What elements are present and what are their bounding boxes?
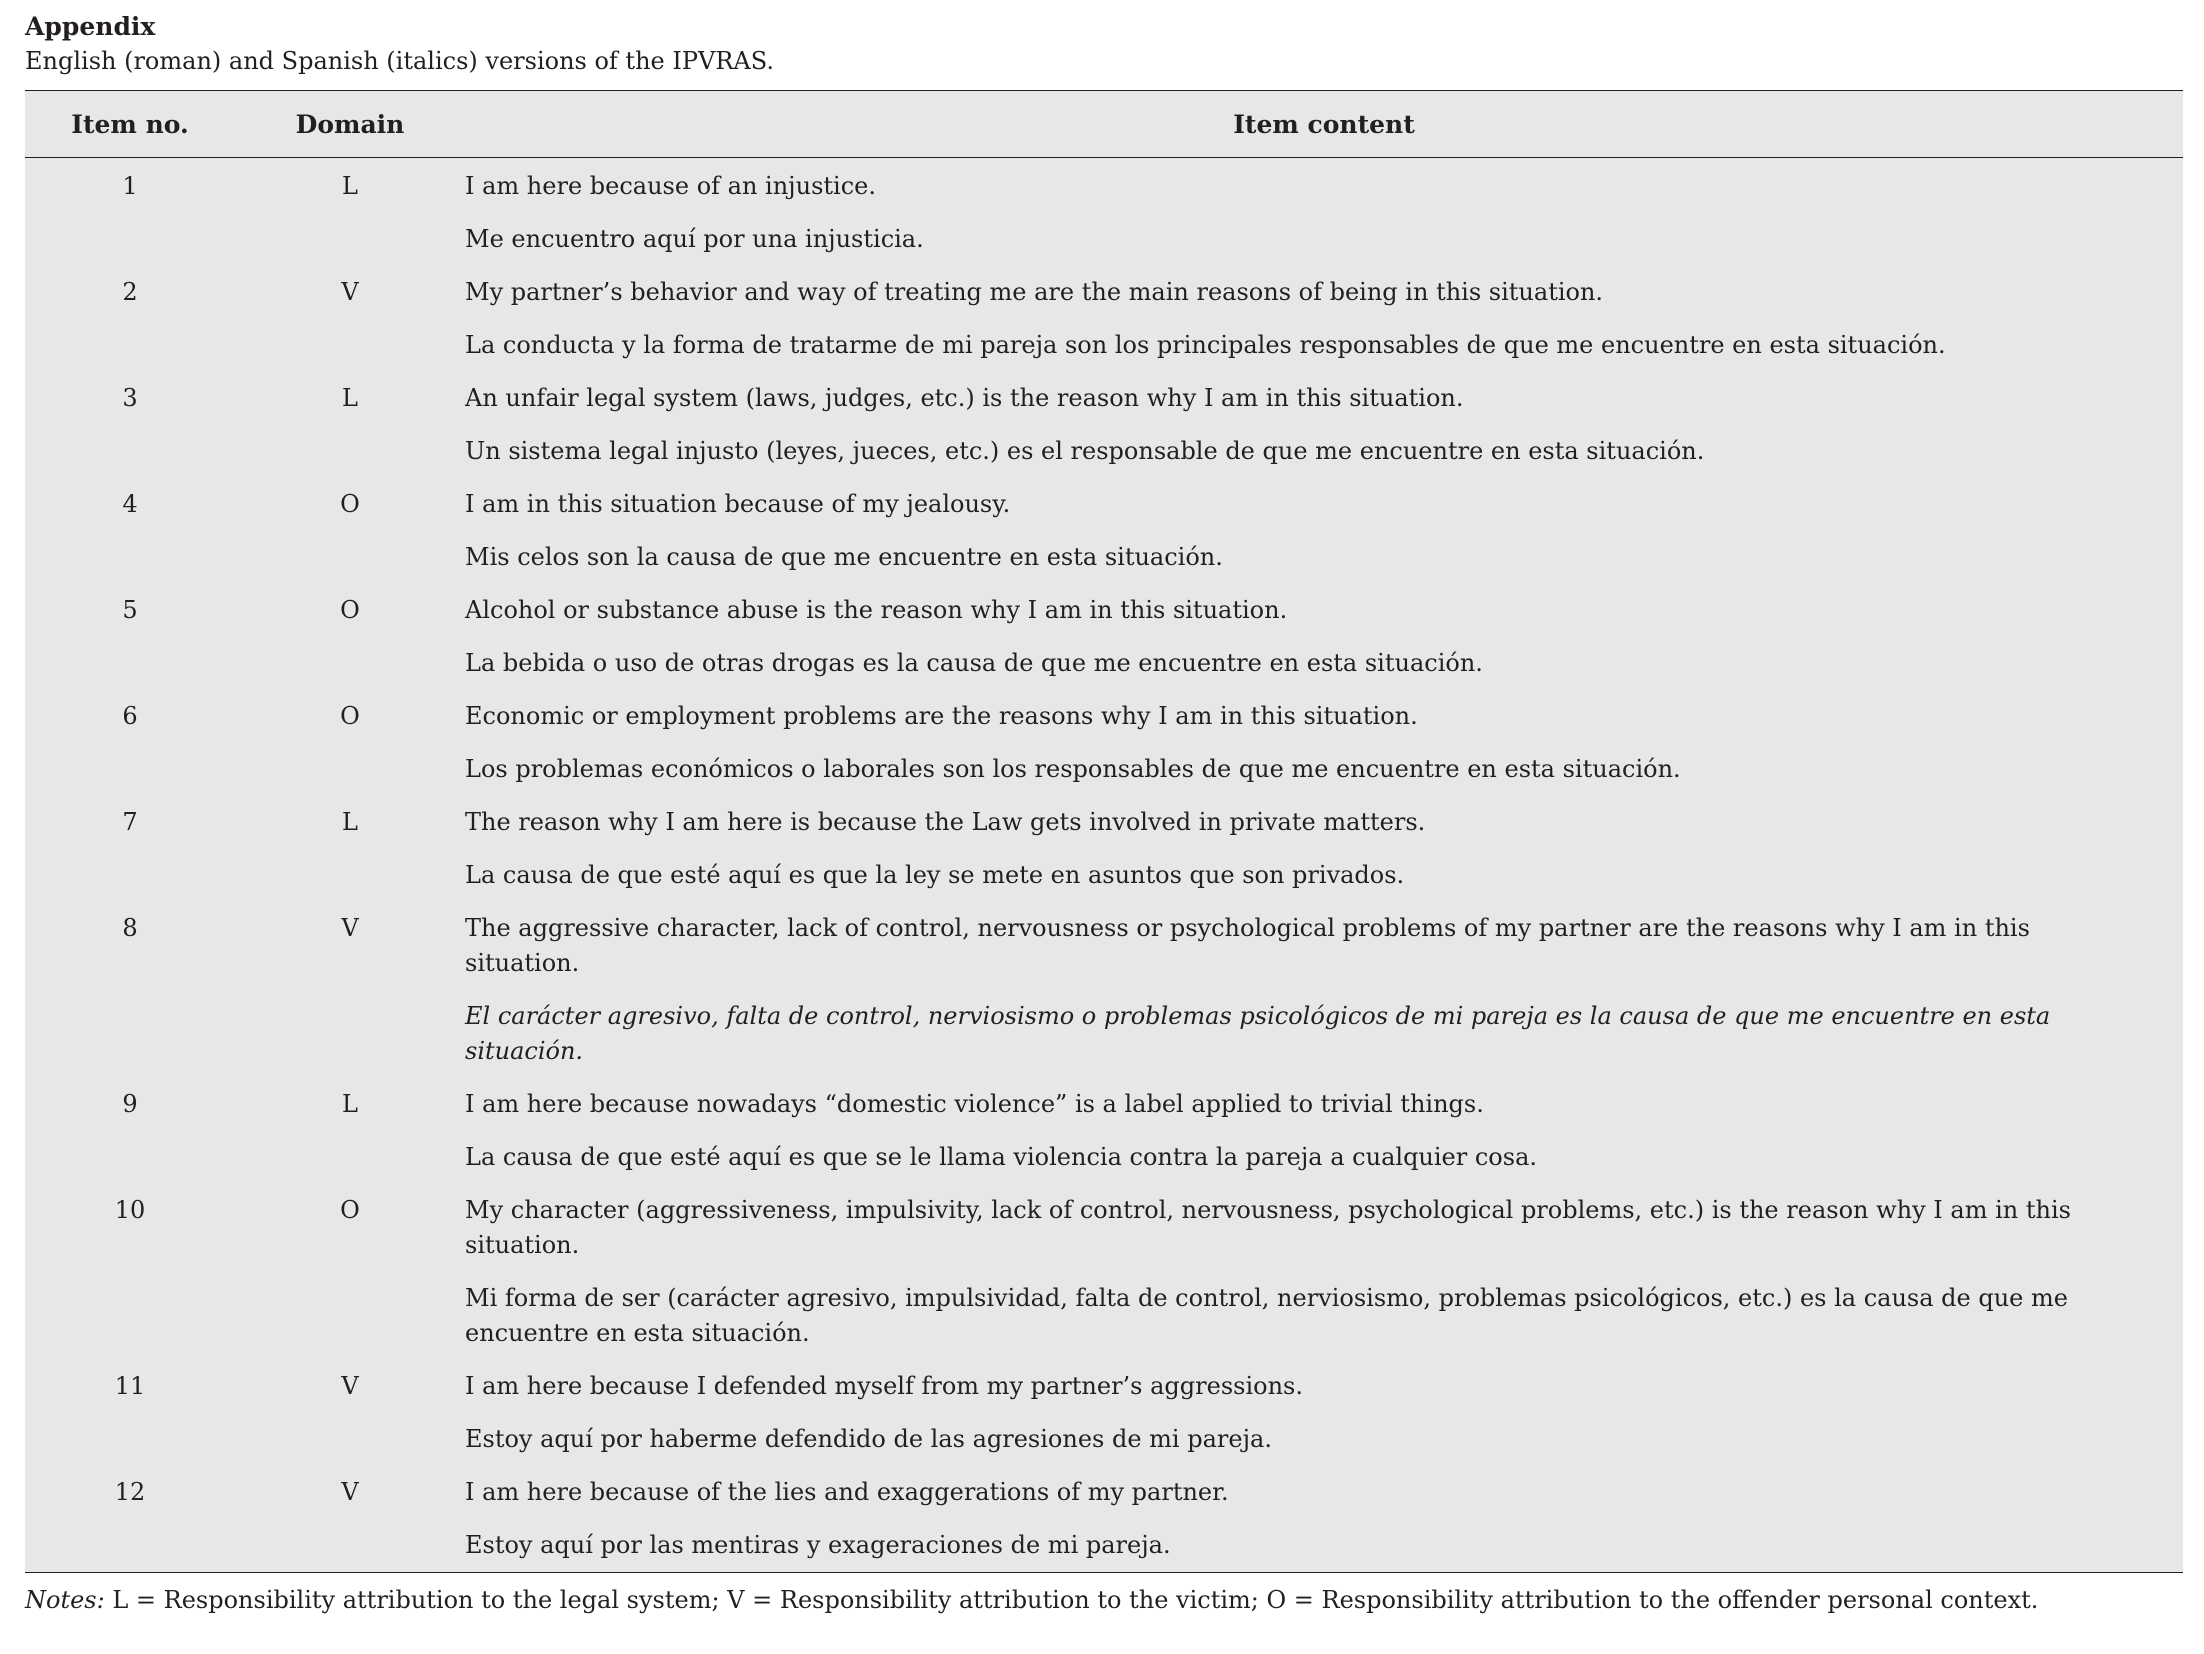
item-content-english: I am in this situation because of my jealousy.: [465, 490, 1011, 518]
item-number: 12: [114, 1478, 146, 1506]
item-content-spanish: Me encuentro aquí por una injusticia.: [465, 225, 924, 253]
empty-cell: [235, 1272, 465, 1360]
item-number: 3: [122, 384, 138, 412]
item-content-english: The reason why I am here is because the Law gets involved in private matters.: [465, 808, 1426, 836]
item-content-english: Economic or employment problems are the reasons why I am in this situation.: [465, 702, 1418, 730]
empty-cell: [25, 1519, 235, 1572]
empty-cell: [25, 531, 235, 584]
item-content-spanish: Estoy aquí por haberme defendido de las agresiones de mi pareja.: [465, 1425, 1272, 1453]
empty-cell: [25, 743, 235, 796]
table-row-item-7-english: [25, 796, 2183, 849]
item-number: 9: [122, 1090, 138, 1118]
empty-cell: [235, 531, 465, 584]
empty-cell: [25, 849, 235, 902]
table-header: [25, 91, 2183, 158]
item-number: 8: [122, 914, 138, 942]
table-row-item-11-english: [25, 1360, 2183, 1413]
table-row-item-9-english: [25, 1078, 2183, 1131]
item-number: 6: [122, 702, 138, 730]
item-content-spanish: Mis celos son la causa de que me encuentre en esta situación.: [465, 543, 1223, 571]
item-content-english: My character (aggressiveness, impulsivity, lack of control, nervousness, psychological problems, etc.) is the reason why I am in this situation.: [465, 1196, 2071, 1259]
empty-cell: [235, 425, 465, 478]
item-domain: L: [342, 384, 358, 412]
item-domain: V: [341, 1478, 359, 1506]
table-row-item-6-english: [25, 690, 2183, 743]
item-number: 7: [122, 808, 138, 836]
item-content-english: My partner’s behavior and way of treating me are the main reasons of being in this situation.: [465, 278, 1604, 306]
appendix-heading: Appendix: [25, 12, 156, 41]
empty-cell: [235, 319, 465, 372]
item-content-spanish: La conducta y la forma de tratarme de mi pareja son los principales responsables de que me encuentre en esta situación.: [465, 331, 1946, 359]
table-row-item-12-english: [25, 1466, 2183, 1519]
ipvras-table: [25, 91, 2183, 1572]
item-content-english: I am here because of an injustice.: [465, 172, 876, 200]
table-caption: English (roman) and Spanish (italics) versions of the IPVRAS.: [25, 47, 774, 75]
column-header-domain: Domain: [235, 91, 465, 158]
item-domain: O: [340, 702, 360, 730]
item-content-spanish: Estoy aquí por las mentiras y exageraciones de mi pareja.: [465, 1531, 1171, 1559]
item-content-spanish: La causa de que esté aquí es que se le llama violencia contra la pareja a cualquier cosa.: [465, 1143, 1538, 1171]
empty-cell: [25, 990, 235, 1078]
item-content-english: I am here because nowadays “domestic violence” is a label applied to trivial things.: [465, 1090, 1484, 1118]
column-header-item-no: Item no.: [25, 91, 235, 158]
table-row-item-10-english: [25, 1184, 2183, 1272]
empty-cell: [25, 319, 235, 372]
table-row-item-6-spanish: [25, 743, 2183, 796]
empty-cell: [25, 1272, 235, 1360]
table-row-item-2-english: [25, 266, 2183, 319]
table-row-item-1-english: [25, 158, 2183, 214]
empty-cell: [25, 637, 235, 690]
item-number: 4: [122, 490, 138, 518]
item-domain: V: [341, 1372, 359, 1400]
item-domain: V: [341, 914, 359, 942]
item-domain: O: [340, 1196, 360, 1224]
item-number: 5: [122, 596, 138, 624]
item-content-english: The aggressive character, lack of control, nervousness or psychological problems of my partner are the reasons why I am in this situation.: [465, 914, 2030, 977]
table-row-item-9-spanish: [25, 1131, 2183, 1184]
appendix-page: [25, 12, 2183, 1617]
notes-label: Notes:: [25, 1586, 105, 1614]
column-header-item-content: Item content: [465, 91, 2183, 158]
empty-cell: [25, 1131, 235, 1184]
empty-cell: [235, 1413, 465, 1466]
item-content-spanish: La bebida o uso de otras drogas es la causa de que me encuentre en esta situación.: [465, 649, 1483, 677]
table-row-item-8-spanish: [25, 990, 2183, 1078]
item-content-english: An unfair legal system (laws, judges, etc.) is the reason why I am in this situation.: [465, 384, 1464, 412]
empty-cell: [25, 213, 235, 266]
table-row-item-7-spanish: [25, 849, 2183, 902]
empty-cell: [25, 1413, 235, 1466]
table-row-item-3-english: [25, 372, 2183, 425]
empty-cell: [235, 849, 465, 902]
table-row-item-8-english: [25, 902, 2183, 990]
table-row-item-3-spanish: [25, 425, 2183, 478]
table-row-item-4-spanish: [25, 531, 2183, 584]
item-number: 2: [122, 278, 138, 306]
table-row-item-10-spanish: [25, 1272, 2183, 1360]
item-domain: V: [341, 278, 359, 306]
item-domain: O: [340, 490, 360, 518]
table-row-item-12-spanish: [25, 1519, 2183, 1572]
item-content-english: Alcohol or substance abuse is the reason why I am in this situation.: [465, 596, 1288, 624]
item-number: 1: [122, 172, 138, 200]
table-row-item-4-english: [25, 478, 2183, 531]
item-content-spanish: La causa de que esté aquí es que la ley se mete en asuntos que son privados.: [465, 861, 1405, 889]
empty-cell: [235, 1519, 465, 1572]
item-content-spanish: Los problemas económicos o laborales son los responsables de que me encuentre en esta situación.: [465, 755, 1681, 783]
ipvras-table-container: [25, 90, 2183, 1573]
table-body: [25, 158, 2183, 1573]
item-domain: L: [342, 808, 358, 836]
empty-cell: [235, 637, 465, 690]
item-number: 11: [114, 1372, 146, 1400]
item-number: 10: [114, 1196, 146, 1224]
empty-cell: [25, 425, 235, 478]
notes-text: L = Responsibility attribution to the legal system; V = Responsibility attribution to the victim; O = Responsibility attribution to the offender personal context.: [112, 1586, 2039, 1614]
item-domain: L: [342, 172, 358, 200]
table-row-item-5-spanish: [25, 637, 2183, 690]
item-domain: L: [342, 1090, 358, 1118]
table-notes: [25, 1583, 2183, 1617]
item-content-spanish: Un sistema legal injusto (leyes, jueces, etc.) es el responsable de que me encuentre en esta situación.: [465, 437, 1705, 465]
item-domain: O: [340, 596, 360, 624]
item-content-english: I am here because of the lies and exaggerations of my partner.: [465, 1478, 1229, 1506]
empty-cell: [235, 743, 465, 796]
table-row-item-11-spanish: [25, 1413, 2183, 1466]
table-row-item-2-spanish: [25, 319, 2183, 372]
empty-cell: [235, 213, 465, 266]
table-row-item-5-english: [25, 584, 2183, 637]
empty-cell: [235, 990, 465, 1078]
item-content-spanish: Mi forma de ser (carácter agresivo, impulsividad, falta de control, nerviosismo, problemas psicológicos, etc.) es la causa de que me encuentre en esta situación.: [465, 1284, 2068, 1347]
item-content-spanish: El carácter agresivo, falta de control, nerviosismo o problemas psicológicos de mi pareja es la causa de que me encuentre en esta situación.: [465, 1002, 2051, 1065]
item-content-english: I am here because I defended myself from my partner’s aggressions.: [465, 1372, 1303, 1400]
table-row-item-1-spanish: [25, 213, 2183, 266]
empty-cell: [235, 1131, 465, 1184]
